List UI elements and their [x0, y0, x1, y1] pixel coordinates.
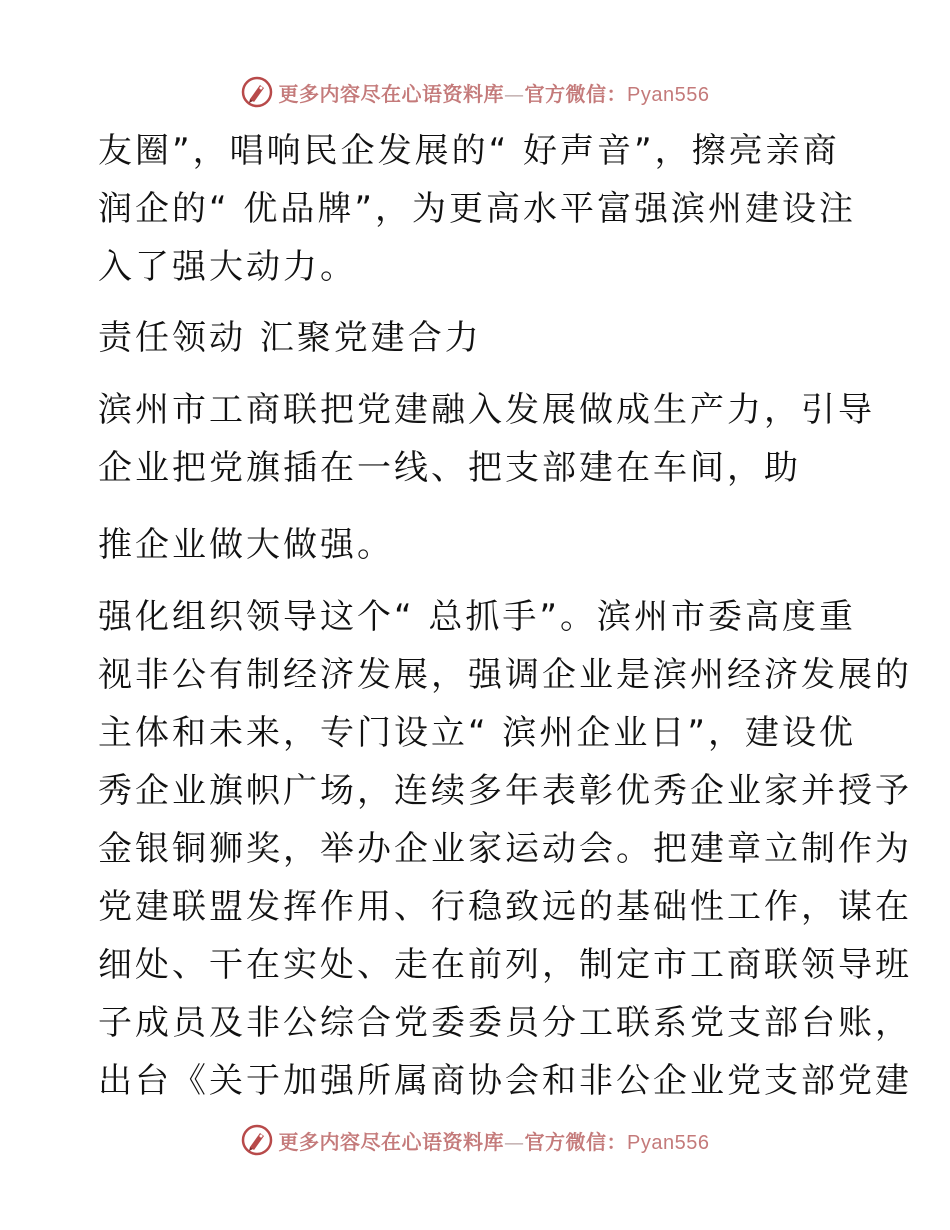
watermark-separator: —	[504, 81, 525, 106]
text-line: 主体和未来，专门设立“ 滨州企业日”，建设优	[98, 713, 857, 753]
text-line: 出台《关于加强所属商协会和非公企业党支部党建	[98, 1061, 912, 1101]
text-line: 润企的“ 优品牌”，为更高水平富强滨州建设注	[98, 189, 857, 229]
pen-nib-logo-icon	[241, 1124, 273, 1156]
text-line: 细处、干在实处、走在前列，制定市工商联领导班	[98, 945, 912, 985]
pen-nib-logo-icon	[241, 76, 273, 108]
watermark-brand: 更多内容尽在心语资料库	[278, 81, 505, 106]
text-line: 企业把党旗插在一线、把支部建在车间，助	[98, 448, 801, 488]
section-heading: 责任领动 汇聚党建合力	[98, 318, 482, 358]
text-line: 入了强大动力。	[98, 247, 357, 287]
watermark-separator: —	[504, 1129, 525, 1154]
header-watermark	[0, 72, 950, 112]
text-line: 友圈”，唱响民企发展的“ 好声音”，擦亮亲商	[98, 131, 840, 171]
text-line: 子成员及非公综合党委委员分工联系党支部台账，	[98, 1003, 912, 1043]
watermark-wechat-label: 官方微信：	[524, 1129, 628, 1154]
footer-watermark	[0, 1120, 950, 1160]
text-line: 秀企业旗帜广场，连续多年表彰优秀企业家并授予	[98, 771, 912, 811]
watermark-text	[279, 78, 710, 107]
watermark-text	[279, 1126, 710, 1155]
watermark-brand: 更多内容尽在心语资料库	[278, 1129, 505, 1154]
watermark-wechat-id: Pyan556	[627, 83, 710, 106]
text-line: 滨州市工商联把党建融入发展做成生产力，引导	[98, 390, 875, 430]
text-line: 推企业做大做强。	[98, 525, 394, 565]
watermark-wechat-id: Pyan556	[627, 1131, 710, 1154]
text-line: 金银铜狮奖，举办企业家运动会。把建章立制作为	[98, 829, 912, 869]
watermark-wechat-label: 官方微信：	[524, 81, 628, 106]
text-line: 视非公有制经济发展，强调企业是滨州经济发展的	[98, 655, 912, 695]
text-line: 党建联盟发挥作用、行稳致远的基础性工作，谋在	[98, 887, 912, 927]
text-line: 强化组织领导这个“ 总抓手”。滨州市委高度重	[98, 597, 857, 637]
